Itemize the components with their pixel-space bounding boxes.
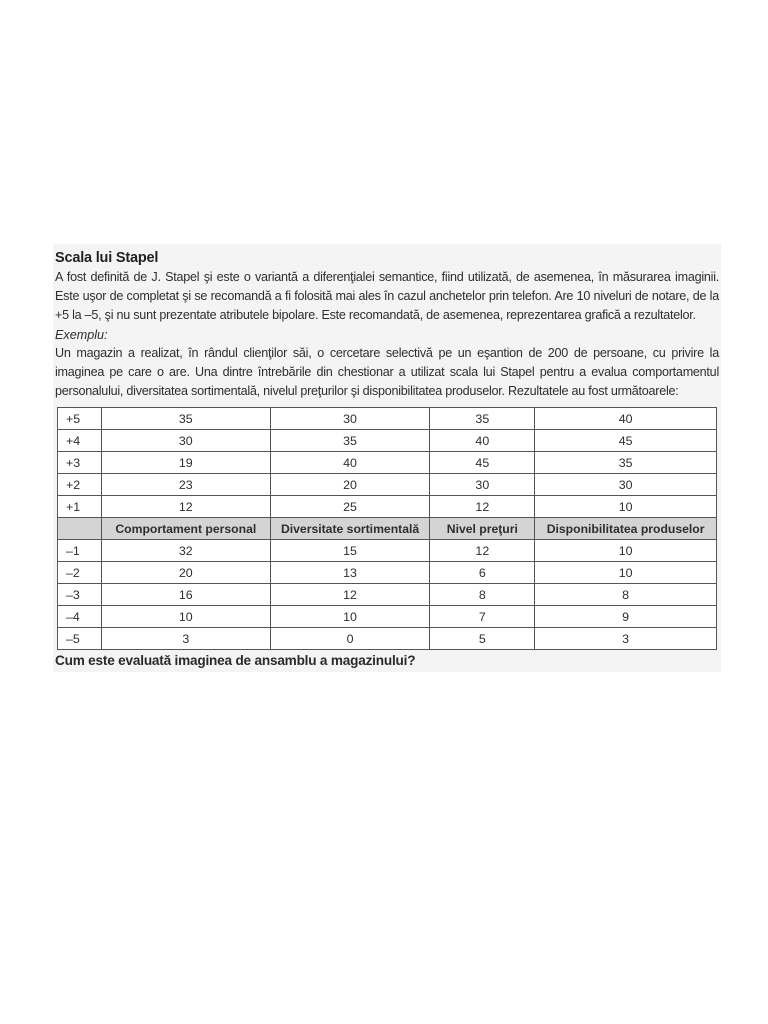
table-row [58, 540, 717, 562]
header-corner-cell [58, 518, 102, 540]
scale-cell: –1 [58, 540, 102, 562]
example-paragraph: Un magazin a realizat, în rândul clienţilor săi, o cercetare selectivă pe un eşantion de 200 de persoane, cu privire la imaginea pe care o are. Una dintre întrebările din chestionar a utilizat scala lui Stapel pentru a evalua comportamentul personalului, diversitatea sortimentală, nivelul preţurilor şi disponibilitatea produselor. Rezultatele au fost următoarele: [55, 345, 719, 399]
table-cell: 35 [430, 408, 535, 430]
table-row [58, 452, 717, 474]
table-cell: 12 [270, 584, 430, 606]
intro-paragraph: A fost definită de J. Stapel şi este o variantă a diferenţialei semantice, fiind utilizată, de asemenea, în măsurarea imaginii. Este uşor de completat şi se recomandă a fi folosită mai ales în cazul anchetelor prin telefon. Are 10 niveluri de notare, de la +5 la –5, şi nu sunt prezentate atributele bipolare. Este recomandată, de asemenea, reprezentarea grafică a rezultatelor. [55, 270, 719, 323]
table-cell: 15 [270, 540, 430, 562]
table-cell: 5 [430, 628, 535, 650]
example-label: Exemplu: [55, 327, 108, 342]
table-cell: 8 [535, 584, 717, 606]
table-cell: 23 [101, 474, 270, 496]
table-row [58, 496, 717, 518]
table-cell: 40 [535, 408, 717, 430]
table-cell: 9 [535, 606, 717, 628]
table-cell: 8 [430, 584, 535, 606]
question-text: Cum este evaluată imaginea de ansamblu a magazinului? [55, 653, 416, 669]
table-row [58, 474, 717, 496]
table-row [58, 562, 717, 584]
table-header-row [58, 518, 717, 540]
table-row [58, 430, 717, 452]
table-cell: 20 [270, 474, 430, 496]
table-cell: 19 [101, 452, 270, 474]
scale-cell: +3 [58, 452, 102, 474]
table-row [58, 584, 717, 606]
scale-cell: +4 [58, 430, 102, 452]
scale-cell: –4 [58, 606, 102, 628]
table-cell: 35 [101, 408, 270, 430]
table-cell: 30 [101, 430, 270, 452]
table-cell: 6 [430, 562, 535, 584]
table-cell: 16 [101, 584, 270, 606]
table-cell: 3 [535, 628, 717, 650]
table-cell: 25 [270, 496, 430, 518]
table-row [58, 628, 717, 650]
scale-cell: +2 [58, 474, 102, 496]
table-cell: 12 [430, 540, 535, 562]
document-excerpt [53, 244, 721, 672]
table-cell: 12 [430, 496, 535, 518]
table-cell: 40 [270, 452, 430, 474]
column-header: Nivel preţuri [430, 518, 535, 540]
table-cell: 10 [270, 606, 430, 628]
scale-cell: –2 [58, 562, 102, 584]
table-cell: 45 [535, 430, 717, 452]
table-cell: 7 [430, 606, 535, 628]
table-cell: 35 [535, 452, 717, 474]
results-table [57, 407, 717, 650]
table-cell: 13 [270, 562, 430, 584]
table-cell: 10 [535, 562, 717, 584]
table-cell: 32 [101, 540, 270, 562]
table-cell: 10 [535, 496, 717, 518]
section-title: Scala lui Stapel [55, 250, 159, 266]
table-cell: 10 [101, 606, 270, 628]
table-cell: 30 [535, 474, 717, 496]
column-header: Disponibilitatea produselor [535, 518, 717, 540]
scale-cell: +5 [58, 408, 102, 430]
table-cell: 35 [270, 430, 430, 452]
table-cell: 0 [270, 628, 430, 650]
column-header: Comportament personal [101, 518, 270, 540]
scale-cell: +1 [58, 496, 102, 518]
table-cell: 20 [101, 562, 270, 584]
table-cell: 40 [430, 430, 535, 452]
scale-cell: –3 [58, 584, 102, 606]
table-cell: 45 [430, 452, 535, 474]
table-row [58, 408, 717, 430]
table-cell: 30 [430, 474, 535, 496]
column-header: Diversitate sortimentală [270, 518, 430, 540]
scale-cell: –5 [58, 628, 102, 650]
table-row [58, 606, 717, 628]
table-cell: 3 [101, 628, 270, 650]
table-cell: 12 [101, 496, 270, 518]
table-cell: 10 [535, 540, 717, 562]
table-cell: 30 [270, 408, 430, 430]
